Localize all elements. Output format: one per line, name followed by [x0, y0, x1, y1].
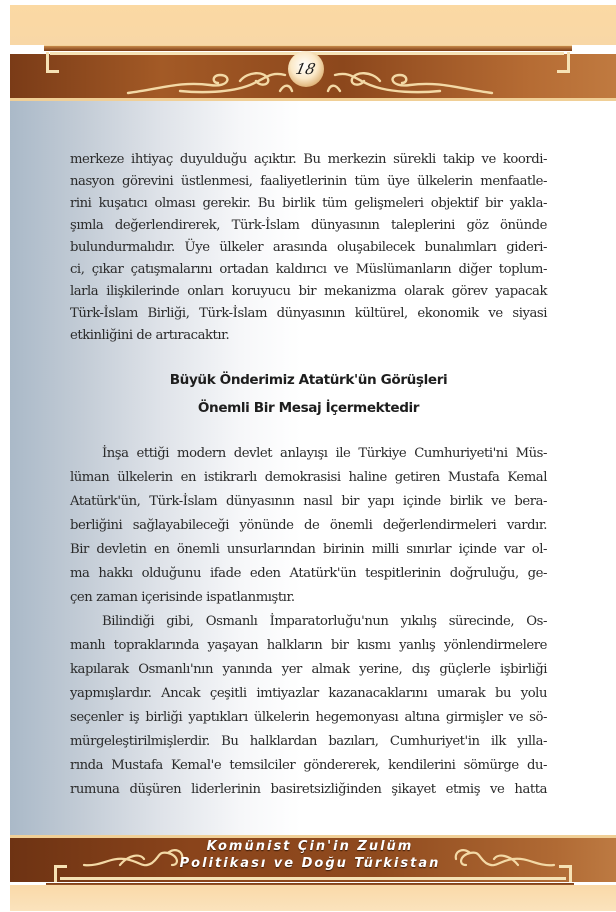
scroll-ornament-right-icon — [448, 847, 558, 871]
section-heading-line-1: Büyük Önderimiz Atatürk'ün Görüşleri — [169, 372, 448, 388]
text-line: manlı topraklarında yaşayan halkların bir kısmı yanlış yönlendirmelere — [70, 638, 547, 653]
top-cream-band — [10, 5, 616, 45]
text-line: Atatürk'ün, Türk-İslam dünyasının nasıl bir yapı içinde birlik ve bera- — [70, 494, 547, 509]
header-rail — [44, 45, 572, 51]
bottom-cream-band — [10, 885, 616, 911]
text-line: çen zaman içerisinde ispatlanmıştır. — [70, 590, 295, 605]
text-line: Bir devletin en önemli unsurlarından birinin milli sınırlar içinde var ol- — [70, 542, 547, 557]
text-line: rini kuşatıcı olması gerekir. Bu birlik tüm gelişmeleri objektif bir yakla- — [70, 196, 547, 211]
text-line: yapmışlardır. Ancak çeşitli imtiyazlar kazanacaklarını umarak bu yolu — [70, 686, 547, 701]
text-line: şımla değerlendirerek, Türk-İslam dünyasının taleplerini göz önünde — [70, 218, 547, 233]
header-step-left — [46, 52, 59, 73]
text-line: kapılarak Osmanlı'nın yanında yer almak yerine, dış güçlerle işbirliği — [70, 662, 547, 677]
text-line: ci, çıkar çatışmalarını ortadan kaldırıcı ve Müslümanların diğer toplum- — [70, 262, 547, 277]
text-line: etkinliğini de artıracaktır. — [70, 328, 230, 343]
text-line: mürgeleştirilmişlerdir. Bu halklardan bazıları, Cumhuriyet'in ilk yılla- — [70, 734, 547, 749]
text-line: larla ilişkilerinde onları koruyucu bir mekanizma olarak görev yapacak — [70, 284, 547, 299]
text-line: İnşa ettiği modern devlet anlayışı ile Türkiye Cumhuriyeti'ni Müs- — [102, 446, 547, 461]
text-line: nasyon görevini üstlenmesi, faaliyetlerinin tüm üye ülkelerin menfaatle- — [70, 174, 547, 189]
text-line: seçenler iş birliği yaptıkları ülkelerin hegemonyası altına girmişler ve sö- — [70, 710, 547, 725]
text-line: rumuna düşüren liderlerinin basiretsizliğinden şikayet etmiş ve hatta — [70, 782, 547, 797]
footer-inlay-line — [60, 877, 566, 880]
header-step-right — [557, 52, 570, 73]
text-line: lüman ülkelerin en istikrarlı demokrasisi haline getiren Mustafa Kemal — [70, 470, 547, 485]
page-number: 18 — [294, 60, 318, 78]
book-title — [160, 838, 460, 872]
book-title-line-2: Politikası ve Doğu Türkistan — [179, 856, 441, 871]
text-line: bulundurmalıdır. Üye ülkeler arasında oluşabilecek bunalımları gideri- — [70, 240, 547, 255]
header-wood-frame — [10, 43, 616, 101]
footer-step-right — [559, 865, 572, 882]
text-line: merkeze ihtiyaç duyulduğu açıktır. Bu merkezin sürekli takip ve koordi- — [70, 152, 547, 167]
footer-step-left — [54, 865, 67, 882]
book-page — [10, 5, 616, 907]
text-line: rında Mustafa Kemal'e temsilciler göndererek, kendilerini sömürge du- — [70, 758, 547, 773]
text-line: berliğini sağlayabileceği yönünde de önemli değerlendirmeleri vardır. — [70, 518, 547, 533]
text-line: Bilindiği gibi, Osmanlı İmparatorluğu'nun yıkılış sürecinde, Os- — [102, 614, 547, 629]
page-number-medallion — [288, 51, 324, 87]
section-heading-line-2: Önemli Bir Mesaj İçermektedir — [197, 400, 420, 416]
book-title-line-1: Komünist Çin'in Zulüm — [206, 839, 414, 854]
text-line: ma hakkı olduğunu ifade eden Atatürk'ün tespitlerinin doğruluğu, ge- — [70, 566, 547, 581]
text-line: Türk-İslam Birliği, Türk-İslam dünyasının kültürel, ekonomik ve siyasi — [70, 306, 547, 321]
